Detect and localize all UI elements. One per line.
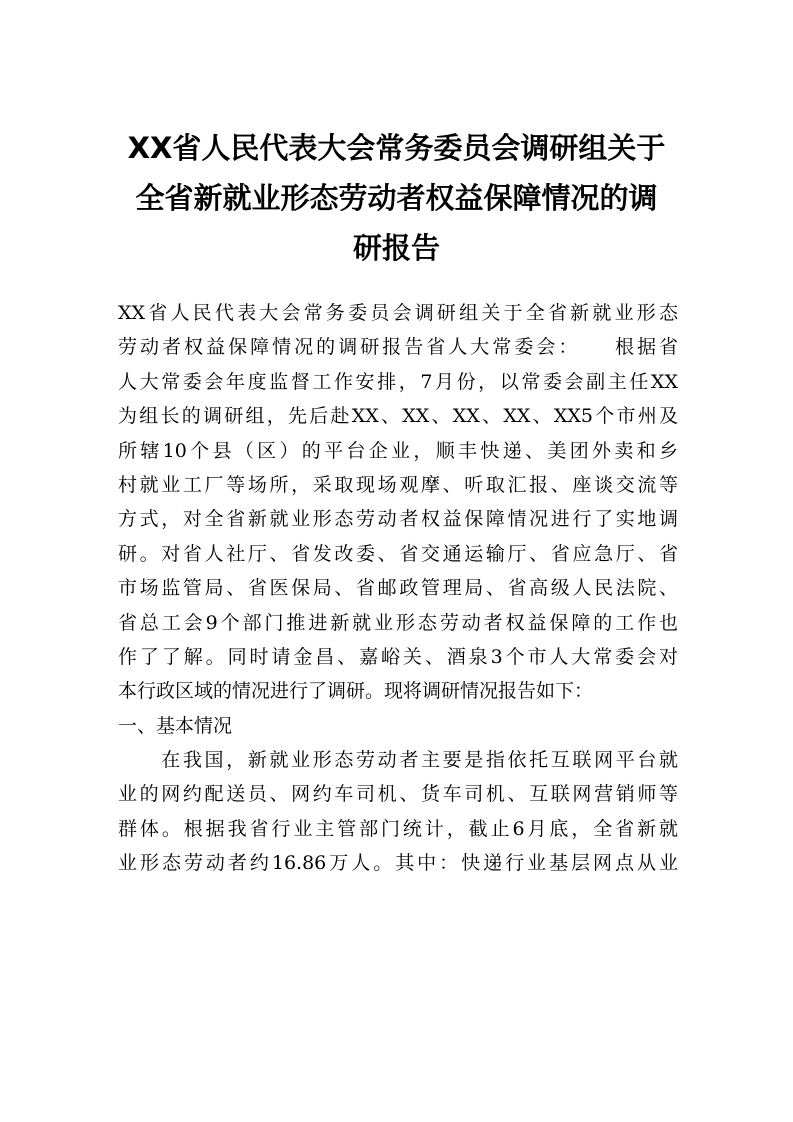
body-line: 本行政区域的情况进行了调研。现将调研情况报告如下： bbox=[118, 680, 594, 703]
title-line: 研报告 bbox=[352, 231, 440, 265]
body-line: 市场监管局、省医保局、省邮政管理局、省高级人民法院、 bbox=[118, 577, 678, 600]
body-line: 业的网约配送员、网约车司机、货车司机、互联网营销师等 bbox=[118, 783, 678, 806]
body-line: 村就业工厂等场所，采取现场观摩、听取汇报、座谈交流等 bbox=[118, 473, 678, 496]
body-line: 群体。根据我省行业主管部门统计，截止6月底，全省新就 bbox=[118, 817, 678, 840]
body-line: 研。对省人社厅、省发改委、省交通运输厅、省应急厅、省 bbox=[118, 542, 678, 565]
body-line: 劳动者权益保障情况的调研报告省人大常委会： 根据省 bbox=[118, 336, 678, 359]
title-line: 全省新就业形态劳动者权益保障情况的调 bbox=[135, 181, 658, 215]
body-line: 业形态劳动者约16.86万人。其中：快递行业基层网点从业 bbox=[118, 852, 678, 875]
body-line: 作了了解。同时请金昌、嘉峪关、酒泉3个市人大常委会对 bbox=[118, 645, 678, 668]
section-heading: 一、基本情况 bbox=[118, 714, 233, 737]
title-line: XX省人民代表大会常务委员会调研组关于 bbox=[127, 131, 666, 165]
body-line: 省总工会9个部门推进新就业形态劳动者权益保障的工作也 bbox=[118, 611, 678, 634]
document-title bbox=[110, 123, 683, 273]
body-line: XX省人民代表大会常务委员会调研组关于全省新就业形态 bbox=[118, 302, 678, 324]
body-line: 所辖10个县（区）的平台企业，顺丰快递、美团外卖和乡 bbox=[118, 439, 678, 462]
body-line: 方式，对全省新就业形态劳动者权益保障情况进行了实地调 bbox=[118, 508, 678, 531]
body-line: 为组长的调研组，先后赴XX、XX、XX、XX、XX5个市州及 bbox=[118, 405, 678, 428]
body-line: 人大常委会年度监督工作安排，7月份，以常委会副主任XX bbox=[118, 370, 678, 393]
body-line: 在我国，新就业形态劳动者主要是指依托互联网平台就 bbox=[118, 749, 678, 772]
document-body bbox=[118, 296, 678, 881]
